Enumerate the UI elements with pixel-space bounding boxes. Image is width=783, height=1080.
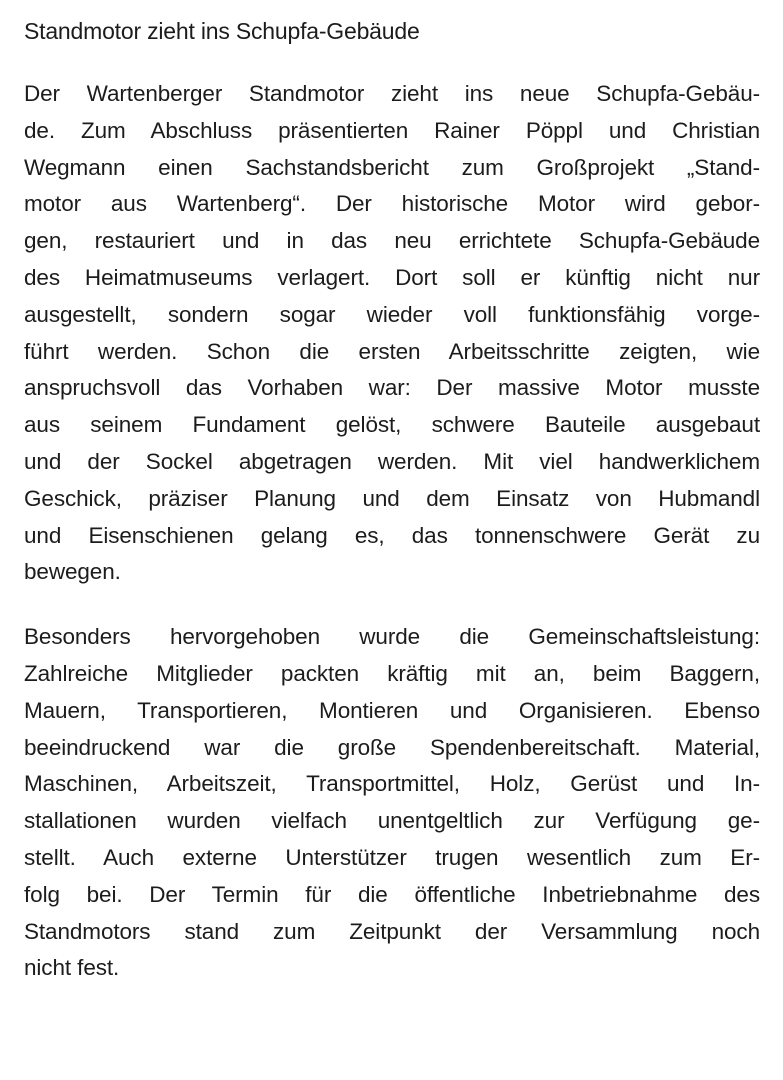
article-headline: Standmotor zieht ins Schupfa-Gebäude [24,18,420,44]
text-line: motor aus Wartenberg“. Der historische Motor wird gebor- [24,191,760,217]
article-paragraph-1 [24,76,760,591]
text-line: Maschinen, Arbeitszeit, Transportmittel, Holz, Gerüst und In- [24,771,760,797]
text-line: stellt. Auch externe Unterstützer trugen wesentlich zum Er- [24,844,760,870]
text-line: Zahlreiche Mitglieder packten kräftig mit an, beim Baggern, [24,660,760,686]
text-line: de. Zum Abschluss präsentierten Rainer Pöppl und Christian [24,117,760,143]
text-line: Mauern, Transportieren, Montieren und Organisieren. Ebenso [24,697,760,723]
text-line: Geschick, präziser Planung und dem Einsatz von Hubmandl [24,485,760,511]
text-line: anspruchsvoll das Vorhaben war: Der massive Motor musste [24,375,760,401]
text-line: gen, restauriert und in das neu errichtete Schupfa-Gebäude [24,228,760,254]
text-line: ausgestellt, sondern sogar wieder voll funktionsfähig vorge- [24,301,760,327]
text-line: Besonders hervorgehoben wurde die Gemeinschaftsleistung: [24,624,760,650]
article-paragraph-2 [24,619,760,987]
text-line: des Heimatmuseums verlagert. Dort soll er künftig nicht nur [24,264,760,290]
text-line: beeindruckend war die große Spendenbereitschaft. Material, [24,734,760,760]
text-line: folg bei. Der Termin für die öffentliche Inbetriebnahme des [24,881,760,907]
text-line: nicht fest. [24,955,120,981]
text-line: führt werden. Schon die ersten Arbeitsschritte zeigten, wie [24,338,760,364]
text-line: Standmotors stand zum Zeitpunkt der Versammlung noch [24,918,760,944]
text-line: aus seinem Fundament gelöst, schwere Bauteile ausgebaut [24,412,760,438]
text-line: und der Sockel abgetragen werden. Mit viel handwerklichem [24,448,760,474]
text-line: Wegmann einen Sachstandsbericht zum Großprojekt „Stand- [24,154,760,180]
text-line: stallationen wurden vielfach unentgeltlich zur Verfügung ge- [24,808,760,834]
text-line: und Eisenschienen gelang es, das tonnenschwere Gerät zu [24,522,760,548]
article [24,14,760,1015]
text-line: bewegen. [24,559,121,585]
text-line: Der Wartenberger Standmotor zieht ins neue Schupfa-Gebäu- [24,81,760,106]
